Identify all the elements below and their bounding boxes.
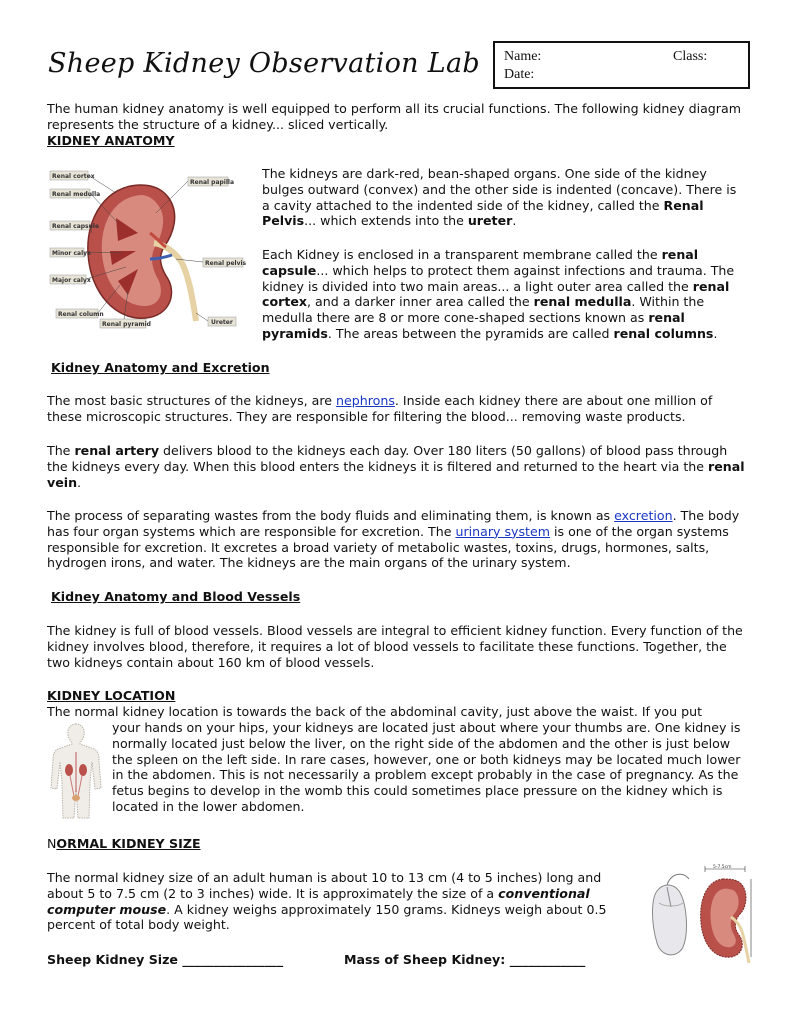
kidney-size-paragraph: The normal kidney size of an adult human is about 10 to 13 cm (4 to 5 inches) long and about 5 to 7.5 cm (2 to 3 inches) wide. It is approximately the size of a conventional computer mouse. A kidney weighs approximately 150 grams. Kidneys weigh about 0.5 percent of total body weight.: [47, 870, 607, 933]
body-kidney-location-image: [48, 722, 104, 820]
diagram-label-renal-medulla: Renal medulla: [52, 191, 101, 198]
diagram-label-renal-pyramid: Renal pyramid: [102, 321, 151, 328]
page-title: Sheep Kidney Observation Lab: [48, 48, 480, 79]
sheep-kidney-mass-field[interactable]: [344, 952, 585, 967]
location-paragraph: your hands on your hips, your kidneys are located just about where your thumbs are. One kidney is normally located just below the liver, on the right side of the abdomen and the other is just below the spleen on the left side. In rare cases, however, one or both kidneys may be located much lower in the abdomen. This is not necessarily a problem except probably in the case of pregnancy. As the fetus begins to develop in the womb this could sometimes place pressure on the kidney which is located in the lower abdomen.: [112, 720, 741, 814]
kidney-diagram: [46, 163, 246, 333]
diagram-label-renal-cortex: Renal cortex: [52, 173, 95, 180]
anatomy-paragraph-1: The kidneys are dark-red, bean-shaped organs. One side of the kidney bulges outward (convex) and the other side is indented (concave). There is a cavity attached to the indented side of the kidney, called the Renal Pelvis... which extends into the ureter.: [262, 166, 737, 229]
excretion-paragraph-2: The renal artery delivers blood to the kidneys each day. Over 180 liters (50 gallons) of blood pass through the kidneys every day. When this blood enters the kidneys it is filtered and returned to the heart via the renal vein.: [47, 443, 745, 490]
width-dimension-label: 5-7.5cm: [713, 865, 732, 870]
diagram-label-minor-calyx: Minor calyx: [52, 250, 91, 257]
sheep-kidney-size-blank[interactable]: ________________: [182, 952, 284, 967]
excretion-paragraph-1: The most basic structures of the kidneys, are nephrons. Inside each kidney there are about one million of these microscopic structures. They are responsible for filtering the blood... removing waste products.: [47, 393, 713, 424]
kidney-mouse-comparison-image: [643, 863, 755, 967]
diagram-label-renal-pelvis: Renal pelvis: [205, 260, 246, 267]
sheep-kidney-size-field[interactable]: [47, 952, 283, 967]
excretion-heading: Kidney Anatomy and Excretion: [51, 360, 270, 375]
anatomy-paragraph-2: Each Kidney is enclosed in a transparent membrane called the renal capsule... which helps to protect them against infections and trauma. The kidney is divided into two main areas... a light outer area called the renal cortex, and a darker inner area called the renal medulla. Within the medulla there are 8 or more cone-shaped sections known as renal pyramids. The areas between the pyramids are called renal columns.: [262, 247, 735, 341]
date-label: Date:: [504, 67, 535, 82]
intro-paragraph: The human kidney anatomy is well equipped to perform all its crucial functions. The following kidney diagram represents the structure of a kidney... sliced vertically.: [47, 101, 741, 132]
blood-vessels-heading: Kidney Anatomy and Blood Vessels: [51, 589, 301, 604]
diagram-label-ureter: Ureter: [211, 319, 233, 326]
excretion-paragraph-3: The process of separating wastes from the body fluids and eliminating them, is known as excretion. The body has four organ systems which are responsible for excretion. The urinary system is one of the organ systems responsible for excretion. It excretes a broad variety of metabolic wastes, toxins, drugs, hormones, salts, hydrogen irons, and water. The kidneys are the main organs of the urinary system.: [47, 508, 740, 571]
diagram-label-major-calyx: Major calyx: [52, 277, 91, 284]
excretion-link[interactable]: excretion: [614, 508, 673, 523]
diagram-label-renal-capsule: Renal capsule: [52, 223, 100, 230]
diagram-label-renal-papilla: Renal papilla: [190, 179, 235, 186]
name-label: Name:: [504, 49, 542, 64]
kidney-anatomy-heading: KIDNEY ANATOMY: [47, 133, 175, 148]
name-class-date-box[interactable]: [493, 41, 750, 89]
class-label: Class:: [673, 49, 708, 64]
sheep-kidney-mass-label: Mass of Sheep Kidney:: [344, 952, 506, 967]
sheep-kidney-mass-blank[interactable]: ____________: [509, 952, 586, 967]
diagram-label-renal-column: Renal column: [58, 311, 104, 318]
kidney-size-heading: NORMAL KIDNEY SIZE: [47, 836, 201, 851]
nephrons-link[interactable]: nephrons: [336, 393, 395, 408]
urinary-system-link[interactable]: urinary system: [455, 523, 551, 539]
kidney-location-heading: KIDNEY LOCATION: [47, 688, 176, 703]
sheep-kidney-size-label: Sheep Kidney Size: [47, 952, 178, 967]
blood-vessels-paragraph: The kidney is full of blood vessels. Blood vessels are integral to efficient kidney function. Every function of the kidney involves blood, therefore, it requires a lot of blood vessels to facilitate these functions. Together, the two kidneys contain about 160 km of blood vessels.: [47, 623, 743, 670]
location-line-1: The normal kidney location is towards the back of the abdominal cavity, just above the waist. If you put: [47, 704, 703, 719]
